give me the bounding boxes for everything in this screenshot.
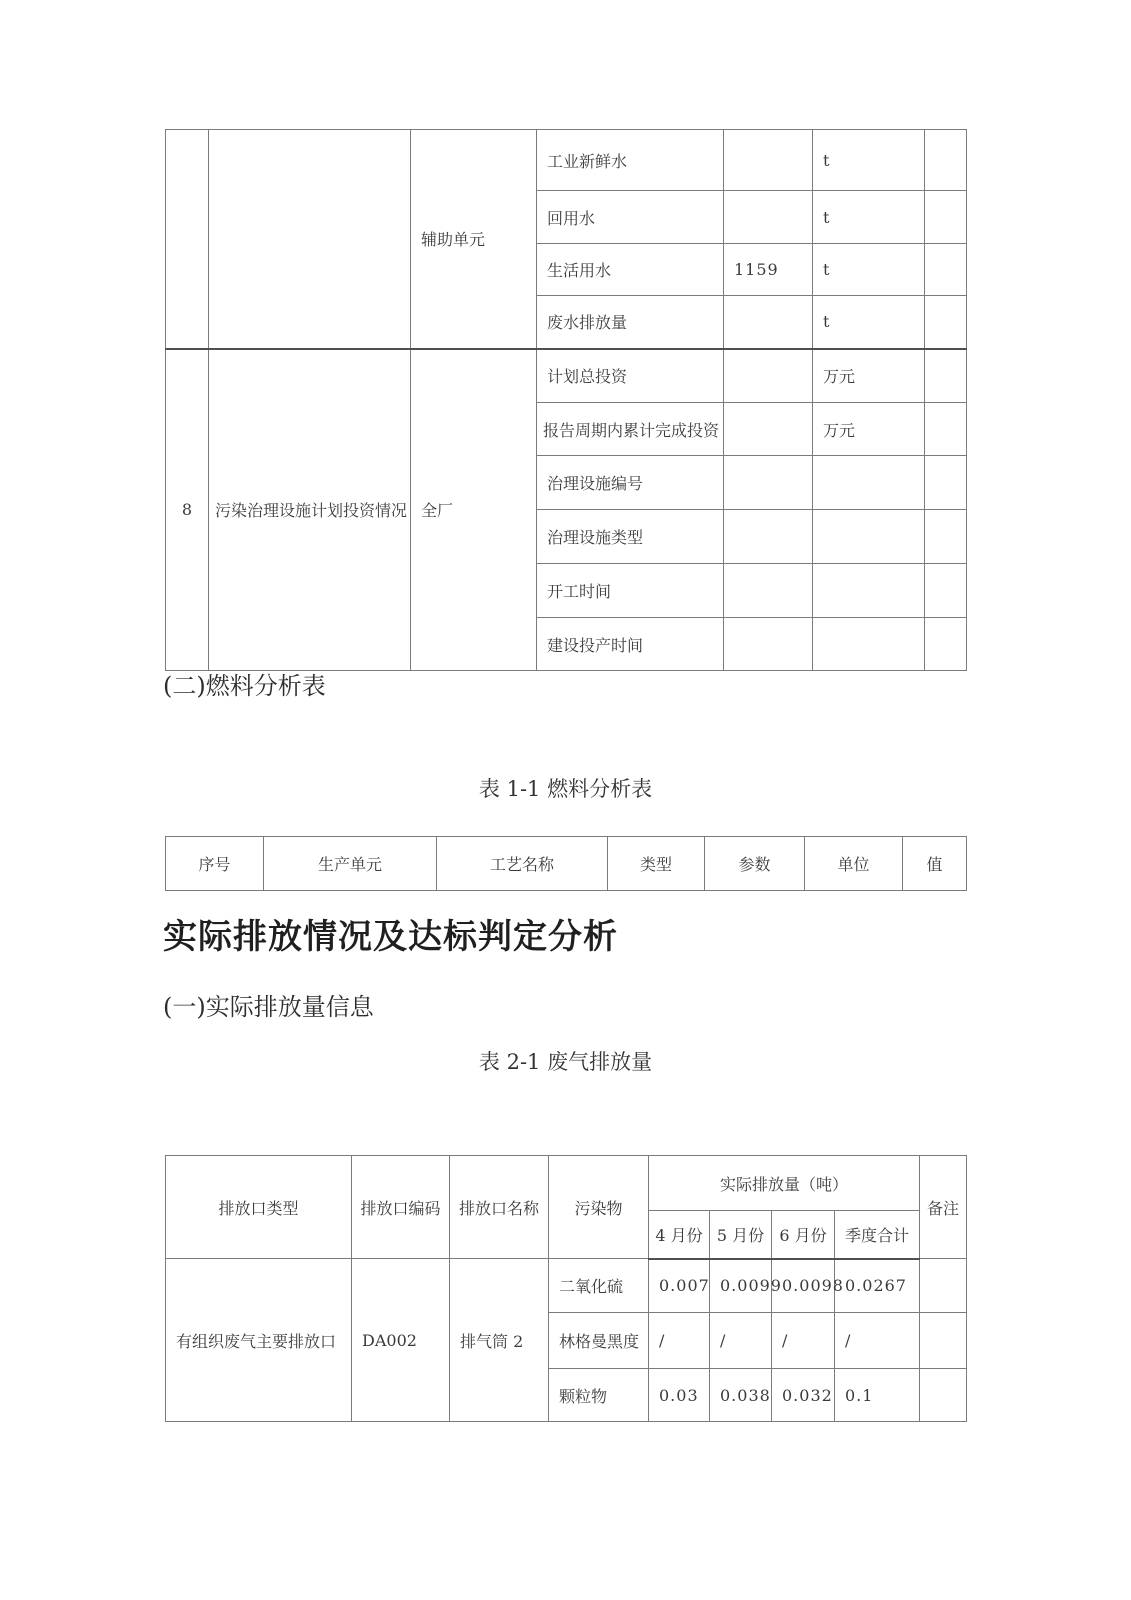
cell-unit: 万元: [813, 403, 925, 456]
cell-param: 报告周期内累计完成投资: [537, 403, 724, 456]
emission-table-caption: 表 2-1 废气排放量: [478, 1050, 653, 1074]
cell-value: [724, 191, 813, 244]
cell-unit: [813, 618, 925, 671]
cell-unit: t: [813, 296, 925, 349]
cell-note: [925, 618, 967, 671]
table-header-row: [166, 1156, 967, 1211]
cell-note: [925, 191, 967, 244]
cell-value: [724, 564, 813, 618]
cell-may-value: 0.038: [710, 1369, 772, 1422]
cell-unit: [813, 510, 925, 564]
cell-unit: 万元: [813, 349, 925, 403]
cell-value: [724, 349, 813, 403]
cell-pollutant: 林格曼黑度: [549, 1313, 649, 1369]
cell-param: 工业新鲜水: [537, 130, 724, 191]
cell-value: [724, 130, 813, 191]
col-header-production-unit: 生产单元: [264, 837, 437, 891]
col-header-value: 值: [903, 837, 967, 891]
col-header-pollutant: 污染物: [549, 1156, 649, 1259]
col-header-actual-emission: 实际排放量（吨）: [649, 1156, 920, 1211]
col-header-april: 4 月份: [649, 1211, 710, 1259]
cell-pollutant: 颗粒物: [549, 1369, 649, 1422]
cell-param: 计划总投资: [537, 349, 724, 403]
col-header-type: 类型: [608, 837, 705, 891]
cell-param: 回用水: [537, 191, 724, 244]
fuel-table-caption: 表 1-1 燃料分析表: [478, 777, 653, 801]
cell-remark: [920, 1259, 967, 1313]
cell-jun-value: 0.032: [772, 1369, 835, 1422]
cell-apr-value: /: [649, 1313, 710, 1369]
cell-outlet-code: DA002: [352, 1259, 450, 1422]
col-header-remark: 备注: [920, 1156, 967, 1259]
fuel-section-heading: (二)燃料分析表: [163, 672, 326, 700]
cell-unit-scope: 全厂: [411, 349, 537, 671]
cell-note: [925, 456, 967, 510]
cell-note: [925, 296, 967, 349]
table-header-row: [166, 837, 967, 891]
cell-param: 治理设施编号: [537, 456, 724, 510]
cell-param: 废水排放量: [537, 296, 724, 349]
cell-item-empty: [209, 130, 411, 349]
cell-quarter-value: 0.0267: [835, 1259, 920, 1313]
cell-unit: [813, 564, 925, 618]
cell-outlet-name: 排气筒 2: [450, 1259, 549, 1422]
cell-param: 开工时间: [537, 564, 724, 618]
cell-value: [724, 618, 813, 671]
table-row: [166, 130, 967, 191]
col-header-process-name: 工艺名称: [437, 837, 608, 891]
waste-gas-emission-table: [165, 1155, 967, 1422]
cell-jun-value: 0.0098: [772, 1259, 835, 1313]
cell-may-value: 0.0099: [710, 1259, 772, 1313]
cell-value: [724, 456, 813, 510]
cell-row-index: 8: [166, 349, 209, 671]
cell-unit-group: 辅助单元: [411, 130, 537, 349]
col-header-parameter: 参数: [705, 837, 805, 891]
cell-apr-value: 0.03: [649, 1369, 710, 1422]
col-header-seq: 序号: [166, 837, 264, 891]
cell-jun-value: /: [772, 1313, 835, 1369]
cell-value: [724, 510, 813, 564]
cell-may-value: /: [710, 1313, 772, 1369]
cell-apr-value: 0.007: [649, 1259, 710, 1313]
cell-item-title: 污染治理设施计划投资情况: [209, 349, 411, 671]
table-row: [166, 1259, 967, 1313]
cell-unit: [813, 456, 925, 510]
col-header-unit: 单位: [805, 837, 903, 891]
cell-outlet-type: 有组织废气主要排放口: [166, 1259, 352, 1422]
cell-value: [724, 296, 813, 349]
cell-note: [925, 244, 967, 296]
cell-quarter-value: /: [835, 1313, 920, 1369]
table-row: [166, 349, 967, 403]
cell-note: [925, 130, 967, 191]
col-header-quarter-total: 季度合计: [835, 1211, 920, 1259]
cell-param: 生活用水: [537, 244, 724, 296]
emission-subheading: (一)实际排放量信息: [163, 993, 374, 1021]
cell-unit: t: [813, 191, 925, 244]
cell-note: [925, 349, 967, 403]
cell-pollutant: 二氧化硫: [549, 1259, 649, 1313]
cell-note: [925, 564, 967, 618]
cell-value: 1159: [724, 244, 813, 296]
fuel-analysis-table: [165, 836, 967, 891]
cell-unit: t: [813, 244, 925, 296]
cell-value: [724, 403, 813, 456]
cell-index-empty: [166, 130, 209, 349]
cell-remark: [920, 1313, 967, 1369]
col-header-outlet-code: 排放口编码: [352, 1156, 450, 1259]
cell-quarter-value: 0.1: [835, 1369, 920, 1422]
general-info-continuation-table: [165, 129, 967, 671]
cell-param: 治理设施类型: [537, 510, 724, 564]
col-header-june: 6 月份: [772, 1211, 835, 1259]
col-header-may: 5 月份: [710, 1211, 772, 1259]
cell-note: [925, 403, 967, 456]
cell-unit: t: [813, 130, 925, 191]
cell-note: [925, 510, 967, 564]
emission-section-heading: 实际排放情况及达标判定分析: [163, 917, 618, 957]
col-header-outlet-name: 排放口名称: [450, 1156, 549, 1259]
col-header-outlet-type: 排放口类型: [166, 1156, 352, 1259]
cell-remark: [920, 1369, 967, 1422]
cell-param: 建设投产时间: [537, 618, 724, 671]
